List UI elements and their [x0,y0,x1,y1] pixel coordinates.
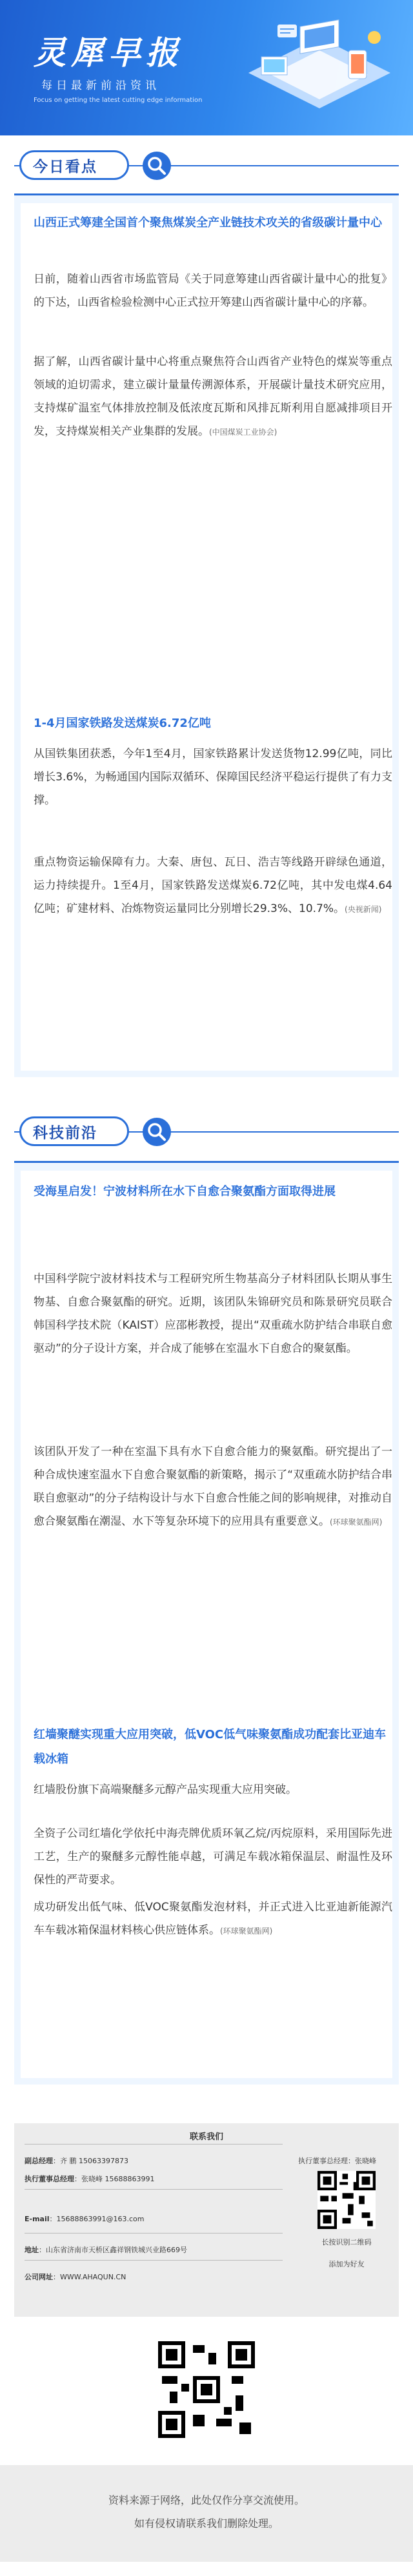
magnifier-icon [141,150,173,182]
contact-label: 公司网址 [25,2273,53,2281]
banner-subtitle: 每日最新前沿资讯 [41,79,160,92]
disclaimer-line: 资料来源于网络，此处仅作分享交流使用。 [108,2494,305,2506]
qr-caption: 长按识别二维码 [321,2238,372,2246]
article-card-tech [14,1161,399,2085]
divider [25,2233,283,2234]
footer-disclaimer [0,2465,413,2562]
contact-title: 联系我们 [189,2132,223,2142]
section-label: 科技前沿 [19,1116,129,1146]
contact-label: 副总经理 [25,2157,53,2165]
section-header-today [14,147,399,184]
paragraph-text: 该团队开发了一种在室温下具有水下自愈合能力的聚氨酯。研究提出了一种合成快速室温水下自愈合聚氨酯的新策略，揭示了“双重疏水防护结合串联自愈驱动”的分子结构设计与水下自愈合性能之间的影响规律，对推动自愈合聚氨酯在潮湿、水下等复杂环境下的应用具有重要意义。 [34,1445,392,1528]
contact-manager-label: 执行董事总经理：张晓峰 [298,2157,376,2165]
section-label: 今日看点 [19,150,129,180]
article-source: (央视新闻) [345,905,382,914]
contact-row-email[interactable] [25,2214,145,2224]
divider [25,2144,283,2145]
contact-value: ：WWW.AHAQUN.CN [53,2273,126,2281]
article-source: (环球聚氨酯网) [220,1927,273,1936]
wechat-qr-code[interactable] [317,2171,376,2229]
article-paragraph: 全资子公司红墙化学依托中海壳牌优质环氧乙烷/丙烷原料，采用国际先进工艺，生产的聚醚多元醇性能卓越，可满足车载冰箱保温层、耐温性及环保性的严苛要求。 [34,1827,392,1887]
account-qr-code[interactable] [158,2341,255,2438]
disclaimer-line: 如有侵权请联系我们删除处理。 [134,2517,279,2530]
contact-value: ：山东省济南市天桥区鑫祥钢铁城兴业路669号 [39,2246,187,2254]
article-paragraph [34,350,392,444]
contact-panel [14,2123,399,2317]
article-card-today [14,193,399,1077]
article-source: (环球聚氨酯网) [330,1518,383,1527]
header-banner [0,0,413,135]
article-paragraph: 日前，随着山西省市场监管局《关于同意筹建山西省碳计量中心的批复》的下达，山西省检验检测中心正式拉开筹建山西省碳计量中心的序幕。 [34,273,392,309]
banner-title: 灵犀早报 [34,34,183,72]
contact-label: 地址 [25,2246,39,2254]
card-body [21,203,392,1071]
article-paragraph [34,851,392,921]
contact-value: ：15688863991@163.com [49,2215,145,2223]
article-paragraph [34,1896,392,1943]
card-body [21,1171,392,2078]
article-paragraph: 中国科学院宁波材料技术与工程研究所生物基高分子材料团队长期从事生物基、自愈合聚氨酯的研究。近期，该团队朱锦研究员和陈景研究员联合韩国科学技术院（KAIST）应邵彬教授，提出“双重疏水防护结合串联自愈驱动”的分子设计方案，并合成了能够在室温水下自愈合的聚氨酯。 [34,1273,392,1355]
article-paragraph [34,1440,392,1534]
contact-label: E-mail [25,2215,50,2223]
divider [25,2189,283,2190]
magnifier-icon [141,1116,173,1148]
paragraph-text: 据了解，山西省碳计量中心将重点聚焦符合山西省产业特色的煤炭等重点领域的迫切需求，建立碳计量量传溯源体系，开展碳计量技术研究应用，支持煤矿温室气体排放控制及低浓度瓦斯和风排瓦斯利用自愿减排项目开发，支持煤炭相关产业集群的发展。 [34,355,392,438]
divider [25,2260,283,2261]
banner-tagline: Focus on getting the latest cutting edge information [34,97,203,104]
article-headline: 1-4月国家铁路发送煤炭6.72亿吨 [34,717,211,730]
contact-row-address [25,2244,187,2255]
isometric-devices-illustration [239,12,400,128]
contact-label: 执行董事总经理 [25,2175,74,2183]
contact-row-manager [25,2174,154,2184]
qr-caption: 添加为好友 [328,2260,365,2268]
article-source: (中国煤炭工业协会) [209,428,277,437]
article-headline: 红墙聚醚实现重大应用突破，低VOC低气味聚氨酯成功配套比亚迪车载冰箱 [34,1728,387,1766]
article-paragraph: 从国铁集团获悉，今年1至4月，国家铁路累计发送货物12.99亿吨，同比增长3.6%，为畅通国内国际双循环、保障国民经济平稳运行提供了有力支撑。 [34,748,392,807]
contact-value: ：张晓峰 15688863991 [74,2175,155,2183]
contact-row-deputy [25,2155,128,2166]
contact-value: ：齐 鹏 15063397873 [53,2157,128,2165]
article-paragraph: 红墙股份旗下高端聚醚多元醇产品实现重大应用突破。 [34,1783,297,1796]
section-header-tech [14,1113,399,1151]
article-headline: 受海星启发！宁波材料所在水下自愈合聚氨酯方面取得进展 [34,1185,336,1198]
paragraph-text: 成功研发出低气味、低VOC聚氨酯发泡材料，并正式进入比亚迪新能源汽车车载冰箱保温材料核心供应链体系。 [34,1901,392,1937]
contact-row-website[interactable] [25,2272,126,2282]
paragraph-text: 重点物资运输保障有力。大秦、唐包、瓦日、浩吉等线路开辟绿色通道，运力持续提升。1至4月，国家铁路发送煤炭6.72亿吨，其中发电煤4.64亿吨；矿建材料、冶炼物资运量同比分别增长29.3%、10.7%。 [34,856,392,915]
article-headline: 山西正式筹建全国首个聚焦煤炭全产业链技术攻关的省级碳计量中心 [34,216,382,230]
